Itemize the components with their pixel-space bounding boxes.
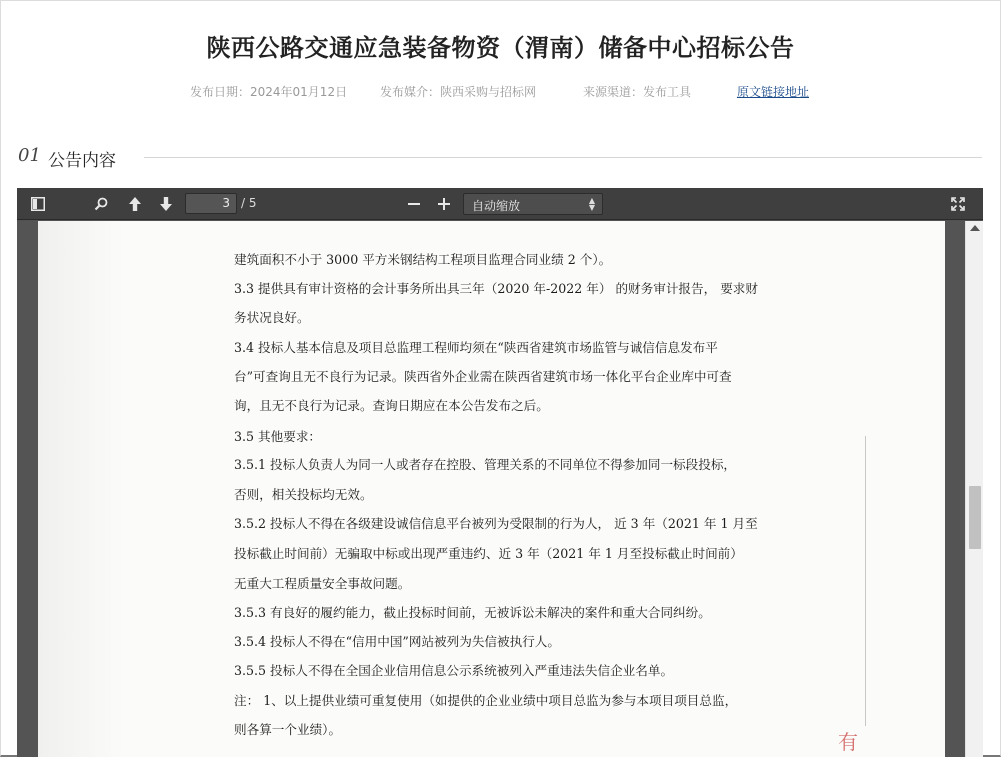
pdf-viewer [17, 188, 983, 757]
document-line: 务状况良好。 [234, 310, 310, 325]
document-line: 无重大工程质量安全事故问题。 [234, 576, 411, 591]
pdf-toolbar [17, 188, 983, 220]
pdf-scrollbar[interactable] [965, 221, 983, 757]
pdf-page-area[interactable] [17, 221, 965, 757]
zoom-in-icon[interactable] [435, 188, 453, 220]
document-line: 3.5.2 投标人不得在各级建设诚信信息平台被列为受限制的行为人， 近 3 年（2021 年 1 月至 [234, 516, 758, 531]
document-line: 台”可查询且无不良行为记录。陕西省外企业需在陕西省建筑市场一体化平台企业库中可查 [234, 369, 732, 384]
red-seal-stamp: 有 [838, 730, 858, 754]
section-header [18, 145, 982, 169]
sidebar-toggle-icon[interactable] [29, 188, 47, 220]
select-arrows-icon: ▲ ▼ [588, 196, 595, 212]
publish-date: 发布日期：2024年01月12日 [190, 85, 348, 99]
document-line: 注： 1、以上提供业绩可重复使用（如提供的企业业绩中项目总监为参与本项目项目总监， [234, 693, 738, 708]
document-line: 投标截止时间前）无骗取中标或出现严重违约、近 3 年（2021 年 1 月至投标截止时间前） [234, 546, 743, 561]
zoom-out-icon[interactable] [405, 188, 423, 220]
page-title: 陕西公路交通应急装备物资（渭南）储备中心招标公告 [206, 34, 795, 62]
document-line: 3.4 投标人基本信息及项目总监理工程师均须在“陕西省建筑市场监管与诚信信息发布平 [234, 340, 718, 355]
article-meta [0, 83, 1001, 99]
scroll-up-icon[interactable] [970, 225, 980, 231]
publish-media: 发布媒介：陕西采购与招标网 [380, 85, 537, 99]
document-line: 3.3 提供具有审计资格的会计事务所出具三年（2020 年-2022 年） 的财务审计报告， 要求财 [234, 281, 758, 296]
section-number: 01 [18, 145, 41, 166]
document-line: 则各算一个业绩）。 [234, 722, 342, 737]
search-icon[interactable] [92, 188, 110, 220]
next-page-icon[interactable] [157, 188, 175, 220]
section-divider [144, 157, 982, 158]
document-line: 3.5 其他要求： [234, 429, 322, 444]
pdf-page [38, 221, 945, 757]
zoom-select[interactable] [463, 193, 603, 215]
document-line: 3.5.5 投标人不得在全国企业信用信息公示系统被列入严重违法失信企业名单。 [234, 663, 674, 678]
document-line: 建筑面积不小于 3000 平方米钢结构工程项目监理合同业绩 2 个）。 [234, 252, 612, 267]
page-number-input[interactable]: 3 [185, 193, 237, 214]
document-line: 3.5.3 有良好的履约能力，截止投标时间前，无被诉讼未解决的案件和重大合同纠纷。 [234, 605, 711, 620]
zoom-select-value: 自动缩放 [472, 199, 521, 213]
fullscreen-icon[interactable] [949, 188, 967, 220]
source-channel: 来源渠道：发布工具 [583, 85, 692, 99]
document-line: 3.5.4 投标人不得在“信用中国”网站被列为失信被执行人。 [234, 634, 560, 649]
section-label: 公告内容 [48, 151, 116, 171]
previous-page-icon[interactable] [126, 188, 144, 220]
page-total: / 5 [241, 196, 257, 210]
document-line: 询，且无不良行为记录。查询日期应在本公告发布之后。 [234, 398, 549, 413]
original-link[interactable]: 原文链接地址 [737, 85, 810, 99]
scan-edge-line [865, 436, 866, 726]
scrollbar-thumb[interactable] [969, 486, 981, 549]
document-line: 3.5.1 投标人负责人为同一人或者存在控股、管理关系的不同单位不得参加同一标段投标， [234, 457, 737, 472]
document-line: 否则，相关投标均无效。 [234, 487, 373, 502]
page-scan-shade [38, 221, 124, 757]
